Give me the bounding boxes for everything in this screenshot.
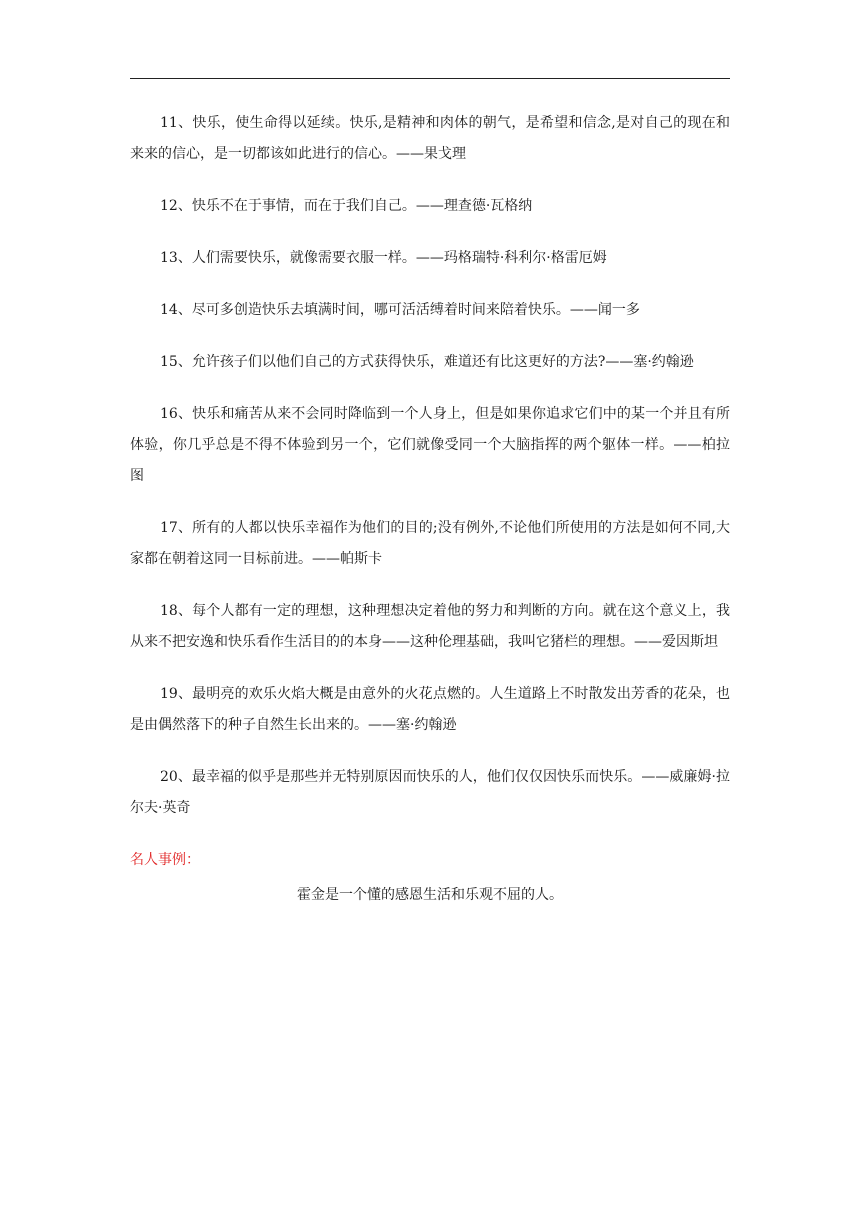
section-heading-examples: 名人事例： bbox=[130, 852, 200, 868]
quote-paragraph: 13、人们需要快乐，就像需要衣服一样。——玛格瑞特·科利尔·格雷厄姆 bbox=[160, 250, 607, 266]
quote-paragraph: 12、快乐不在于事情，而在于我们自己。——理查德·瓦格纳 bbox=[160, 198, 533, 214]
quote-paragraph: 15、允许孩子们以他们自己的方式获得快乐，难道还有比这更好的方法?——塞·约翰逊 bbox=[160, 354, 694, 370]
header-divider bbox=[130, 78, 730, 79]
quote-paragraph: 11、快乐，使生命得以延续。快乐,是精神和肉体的朝气，是希望和信念,是对自己的现在和来来的信心，是一切都该如此进行的信心。——果戈理 bbox=[130, 115, 730, 162]
quote-paragraph: 17、所有的人都以快乐幸福作为他们的目的;没有例外,不论他们所使用的方法是如何不同,大家都在朝着这同一目标前进。——帕斯卡 bbox=[130, 520, 730, 567]
quote-paragraph: 14、尽可多创造快乐去填满时间，哪可活活缚着时间来陪着快乐。——闻一多 bbox=[160, 302, 640, 318]
document-body bbox=[130, 108, 730, 911]
example-intro-line: 霍金是一个懂的感恩生活和乐观不屈的人。 bbox=[297, 887, 563, 903]
quote-paragraph: 18、每个人都有一定的理想，这种理想决定着他的努力和判断的方向。就在这个意义上，我从来不把安逸和快乐看作生活目的的本身——这种伦理基础，我叫它猪栏的理想。——爱因斯坦 bbox=[130, 603, 730, 650]
quote-paragraph: 20、最幸福的似乎是那些并无特别原因而快乐的人，他们仅仅因快乐而快乐。——威廉姆·拉尔夫·英奇 bbox=[130, 769, 730, 816]
quote-paragraph: 16、快乐和痛苦从来不会同时降临到一个人身上，但是如果你追求它们中的某一个并且有所体验，你几乎总是不得不体验到另一个，它们就像受同一个大脑指挥的两个躯体一样。——柏拉图 bbox=[130, 406, 730, 484]
quote-paragraph: 19、最明亮的欢乐火焰大概是由意外的火花点燃的。人生道路上不时散发出芳香的花朵，也是由偶然落下的种子自然生长出来的。——塞·约翰逊 bbox=[130, 686, 730, 733]
